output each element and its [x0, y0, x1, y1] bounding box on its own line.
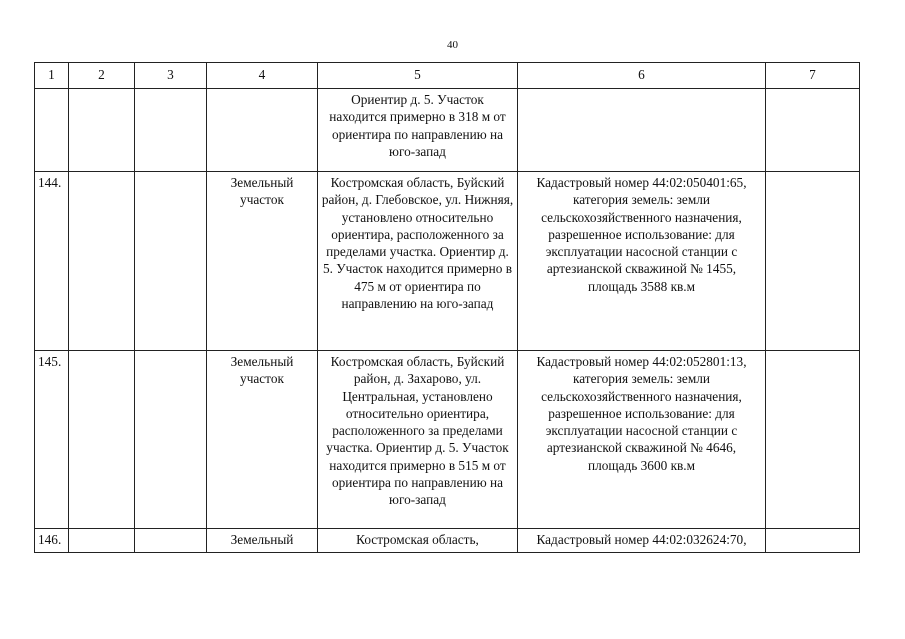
row-number-cell: 144.	[35, 172, 69, 351]
table-row	[35, 172, 860, 351]
row-number-cell: 146.	[35, 529, 69, 553]
column-header: 3	[135, 63, 207, 89]
description-cell: Кадастровый номер 44:02:052801:13, категория земель: земли сельскохозяйственного назначения, разрешенное использование: для эксплуатации насосной станции с артезианской скважиной № 4646, площадь 3600 кв.м	[518, 351, 766, 529]
table-row	[35, 351, 860, 529]
address-cell: Костромская область, Буйский район, д. Захарово, ул. Центральная, установлено относительно ориентира, расположенного за пределами участка. Ориентир д. 5. Участок находится примерно в 515 м от ориентира по направлению на юго-запад	[318, 351, 518, 529]
column-header: 2	[69, 63, 135, 89]
column-7-cell	[766, 172, 860, 351]
column-3-cell	[135, 529, 207, 553]
column-header: 4	[207, 63, 318, 89]
address-cell: Ориентир д. 5. Участок находится примерно в 318 м от ориентира по направлению на юго-запад	[318, 89, 518, 172]
page-number: 40	[447, 39, 458, 51]
column-2-cell	[69, 529, 135, 553]
table-row	[35, 89, 860, 172]
column-header: 7	[766, 63, 860, 89]
column-header: 6	[518, 63, 766, 89]
column-3-cell	[135, 351, 207, 529]
row-number-cell	[35, 89, 69, 172]
column-2-cell	[69, 172, 135, 351]
column-header: 1	[35, 63, 69, 89]
column-header: 5	[318, 63, 518, 89]
description-cell: Кадастровый номер 44:02:050401:65, категория земель: земли сельскохозяйственного назначения, разрешенное использование: для эксплуатации насосной станции с артезианской скважиной № 1455, площадь 3588 кв.м	[518, 172, 766, 351]
column-7-cell	[766, 89, 860, 172]
object-type-cell	[207, 89, 318, 172]
column-7-cell	[766, 351, 860, 529]
column-3-cell	[135, 89, 207, 172]
row-number-cell: 145.	[35, 351, 69, 529]
column-7-cell	[766, 529, 860, 553]
column-2-cell	[69, 89, 135, 172]
register-table	[34, 62, 860, 553]
object-type-cell: Земельный участок	[207, 172, 318, 351]
column-3-cell	[135, 172, 207, 351]
description-cell: Кадастровый номер 44:02:032624:70,	[518, 529, 766, 553]
column-2-cell	[69, 351, 135, 529]
object-type-cell: Земельный	[207, 529, 318, 553]
table-row	[35, 529, 860, 553]
address-cell: Костромская область,	[318, 529, 518, 553]
table-header-row	[35, 63, 860, 89]
address-cell: Костромская область, Буйский район, д. Глебовское, ул. Нижняя, установлено относительно ориентира, расположенного за пределами участка. Ориентир д. 5. Участок находится примерно в 475 м от ориентира по направлению на юго-запад	[318, 172, 518, 351]
description-cell	[518, 89, 766, 172]
object-type-cell: Земельный участок	[207, 351, 318, 529]
